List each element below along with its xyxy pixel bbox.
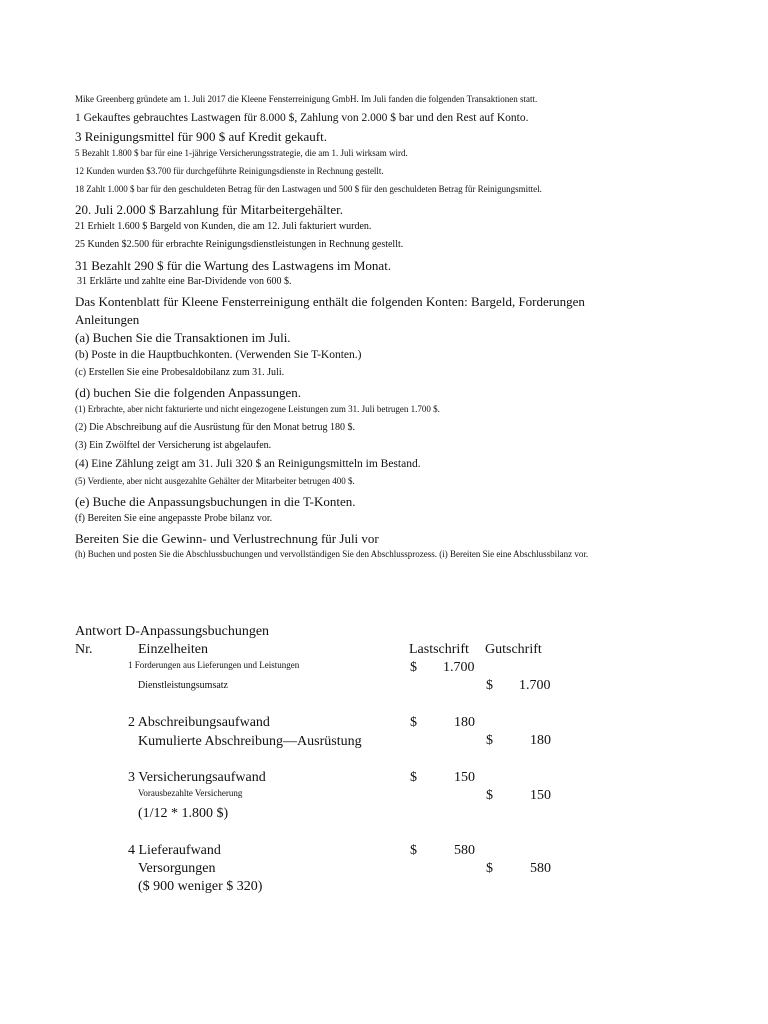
entry-1-debit-amount: 1.700 — [443, 660, 475, 675]
entry-2-debit-account: 2 Abschreibungsaufwand — [128, 715, 270, 730]
entry-3-credit-amount: 150 — [530, 788, 551, 803]
entry-4-credit-account: Versorgungen — [138, 861, 216, 876]
transaction-25: 25 Kunden $2.500 für erbrachte Reinigungsdienstleistungen in Rechnung gestellt. — [75, 239, 404, 250]
adjustment-1: (1) Erbrachte, aber nicht fakturierte und nicht eingezogene Leistungen zum 31. Juli betrugen 1.700 $. — [75, 404, 440, 414]
entry-1-debit-account: 1 Forderungen aus Lieferungen und Leistungen — [128, 660, 300, 670]
header-credit: Gutschrift — [485, 642, 542, 657]
adjustment-5: (5) Verdiente, aber nicht ausgezahlte Gehälter der Mitarbeiter betrugen 400 $. — [75, 476, 355, 486]
entry-2-credit-account: Kumulierte Abschreibung—Ausrüstung — [138, 734, 362, 749]
entry-1-credit-currency: $ — [486, 678, 493, 693]
transaction-21: 21 Erhielt 1.600 $ Bargeld von Kunden, die am 12. Juli fakturiert wurden. — [75, 221, 372, 232]
entry-2-credit-amount: 180 — [530, 733, 551, 748]
transaction-12: 12 Kunden wurden $3.700 für durchgeführte Reinigungsdienste in Rechnung gestellt. — [75, 166, 384, 176]
adjustment-4: (4) Eine Zählung zeigt am 31. Juli 320 $ an Reinigungsmitteln im Bestand. — [75, 458, 421, 470]
entry-4-credit-currency: $ — [486, 861, 493, 876]
entry-2-debit-amount: 180 — [454, 715, 475, 730]
entry-1-credit-account: Dienstleistungsumsatz — [138, 680, 228, 691]
instruction-d: (d) buchen Sie die folgenden Anpassungen. — [75, 385, 302, 400]
accounts-text: Das Kontenblatt für Kleene Fensterreinigung enthält die folgenden Konten: Bargeld, Forderungen — [75, 294, 585, 309]
instruction-b: (b) Poste in die Hauptbuchkonten. (Verwenden Sie T-Konten.) — [75, 349, 362, 361]
instruction-a: (a) Buchen Sie die Transaktionen im Juli. — [75, 330, 291, 345]
header-nr: Nr. — [75, 642, 93, 657]
transaction-1: 1 Gekauftes gebrauchtes Lastwagen für 8.000 $, Zahlung von 2.000 $ bar und den Rest auf Konto. — [75, 112, 529, 124]
intro-text: Mike Greenberg gründete am 1. Juli 2017 die Kleene Fensterreinigung GmbH. Im Juli fanden die folgenden Transaktionen statt. — [75, 94, 538, 104]
adjustment-2: (2) Die Abschreibung auf die Ausrüstung für den Monat betrug 180 $. — [75, 422, 355, 433]
instruction-c: (c) Erstellen Sie eine Probesaldobilanz zum 31. Juli. — [75, 367, 285, 378]
entry-3-credit-currency: $ — [486, 788, 493, 803]
transaction-31a: 31 Bezahlt 290 $ für die Wartung des Lastwagens im Monat. — [75, 258, 392, 273]
entry-4-debit-amount: 580 — [454, 843, 475, 858]
entry-3-debit-currency: $ — [410, 770, 417, 785]
entry-3-note: (1/12 * 1.800 $) — [138, 806, 229, 821]
entry-1-credit-amount: 1.700 — [519, 678, 551, 693]
instruction-e: (e) Buche die Anpassungsbuchungen in die T-Konten. — [75, 494, 356, 509]
instruction-f: (f) Bereiten Sie eine angepasste Probe bilanz vor. — [75, 513, 273, 524]
entry-4-debit-account: 4 Lieferaufwand — [128, 843, 221, 858]
instruction-h: (h) Buchen und posten Sie die Abschlussbuchungen und vervollständigen Sie den Abschlussprozess. (i) Bereiten Sie eine Abschlussbilanz vor. — [75, 549, 589, 559]
entry-3-credit-account: Vorausbezahlte Versicherung — [138, 788, 243, 798]
instruction-g: Bereiten Sie die Gewinn- und Verlustrechnung für Juli vor — [75, 531, 379, 546]
entry-3-debit-account: 3 Versicherungsaufwand — [128, 770, 266, 785]
entry-4-note: ($ 900 weniger $ 320) — [138, 879, 263, 894]
entry-2-credit-currency: $ — [486, 733, 493, 748]
entry-4-debit-currency: $ — [410, 843, 417, 858]
entry-3-debit-amount: 150 — [454, 770, 475, 785]
entry-2-debit-currency: $ — [410, 715, 417, 730]
instructions-heading: Anleitungen — [75, 312, 140, 327]
entry-1-debit-currency: $ — [410, 660, 417, 675]
transaction-5: 5 Bezahlt 1.800 $ bar für eine 1-jährige Versicherungsstrategie, die am 1. Juli wirksam wird. — [75, 148, 408, 158]
transaction-18: 18 Zahlt 1.000 $ bar für den geschuldeten Betrag für den Lastwagen und 500 $ für den geschuldeten Betrag für Reinigungsmittel. — [75, 184, 542, 194]
transaction-3: 3 Reinigungsmittel für 900 $ auf Kredit gekauft. — [75, 129, 328, 144]
header-details: Einzelheiten — [138, 642, 208, 657]
transaction-20: 20. Juli 2.000 $ Barzahlung für Mitarbeitergehälter. — [75, 202, 343, 217]
adjustment-3: (3) Ein Zwölftel der Versicherung ist abgelaufen. — [75, 440, 272, 451]
entry-4-credit-amount: 580 — [530, 861, 551, 876]
header-debit: Lastschrift — [409, 642, 469, 657]
answer-title: Antwort D-Anpassungsbuchungen — [75, 624, 270, 639]
transaction-31b: 31 Erklärte und zahlte eine Bar-Dividende von 600 $. — [77, 276, 292, 287]
